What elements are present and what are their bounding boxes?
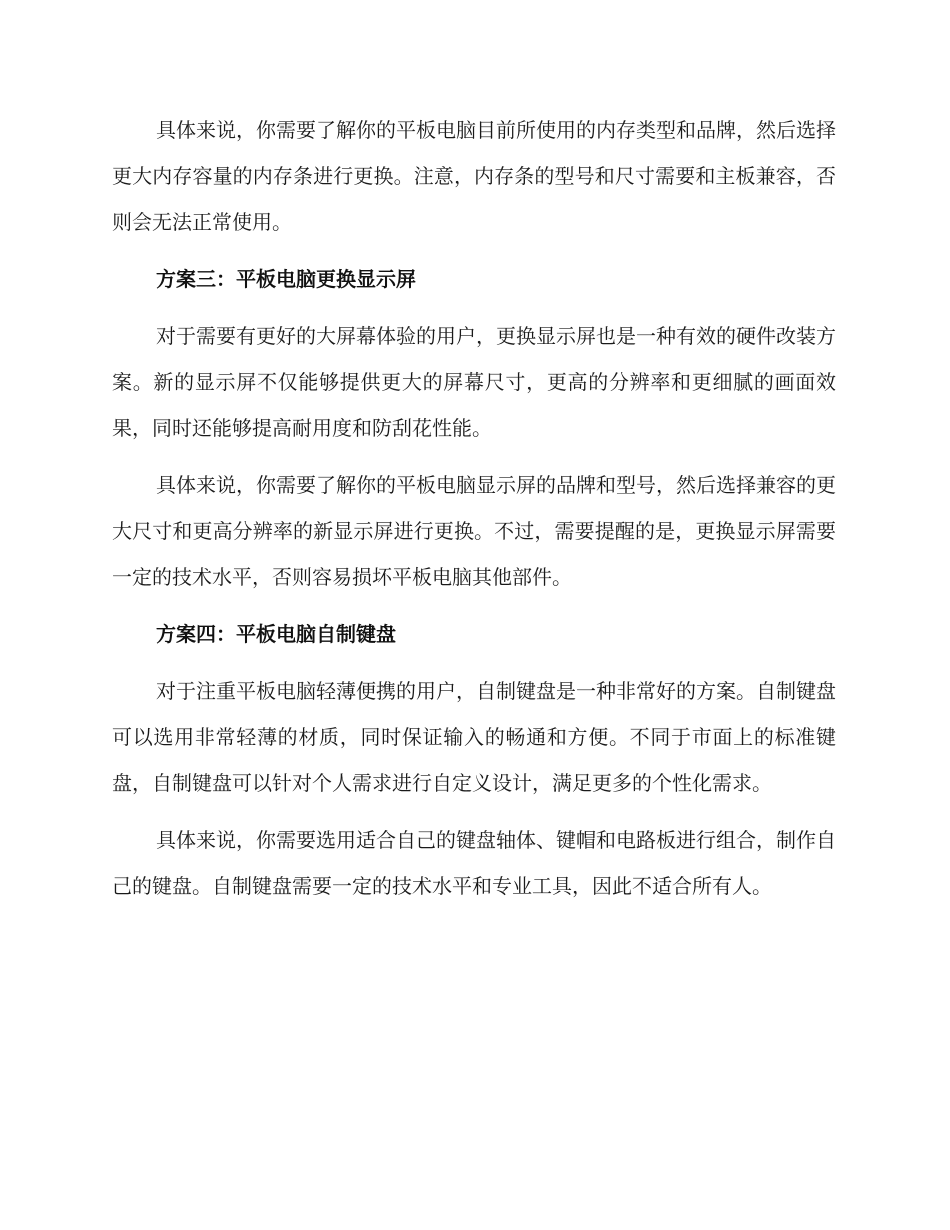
paragraph-keyboard-intro: 对于注重平板电脑轻薄便携的用户，自制键盘是一种非常好的方案。自制键盘可以选用非常轻薄的材质，同时保证输入的畅通和方便。不同于市面上的标准键盘，自制键盘可以针对个人需求进行自定义设计，满足更多的个性化需求。 (112, 679, 836, 795)
document-body (112, 107, 836, 920)
heading-plan-four: 方案四：平板电脑自制键盘 (156, 622, 396, 646)
heading-plan-three: 方案三：平板电脑更换显示屏 (156, 267, 416, 291)
paragraph-memory-details: 具体来说，你需要了解你的平板电脑目前所使用的内存类型和品牌，然后选择更大内存容量的内存条进行更换。注意，内存条的型号和尺寸需要和主板兼容，否则会无法正常使用。 (112, 118, 836, 234)
paragraph-display-details: 具体来说，你需要了解你的平板电脑显示屏的品牌和型号，然后选择兼容的更大尺寸和更高分辨率的新显示屏进行更换。不过，需要提醒的是，更换显示屏需要一定的技术水平，否则容易损坏平板电脑其他部件。 (112, 473, 836, 589)
paragraph-keyboard-details: 具体来说，你需要选用适合自己的键盘轴体、键帽和电路板进行组合，制作自己的键盘。自制键盘需要一定的技术水平和专业工具，因此不适合所有人。 (112, 828, 836, 898)
paragraph-display-intro: 对于需要有更好的大屏幕体验的用户，更换显示屏也是一种有效的硬件改装方案。新的显示屏不仅能够提供更大的屏幕尺寸，更高的分辨率和更细腻的画面效果，同时还能够提高耐用度和防刮花性能。 (112, 324, 836, 440)
